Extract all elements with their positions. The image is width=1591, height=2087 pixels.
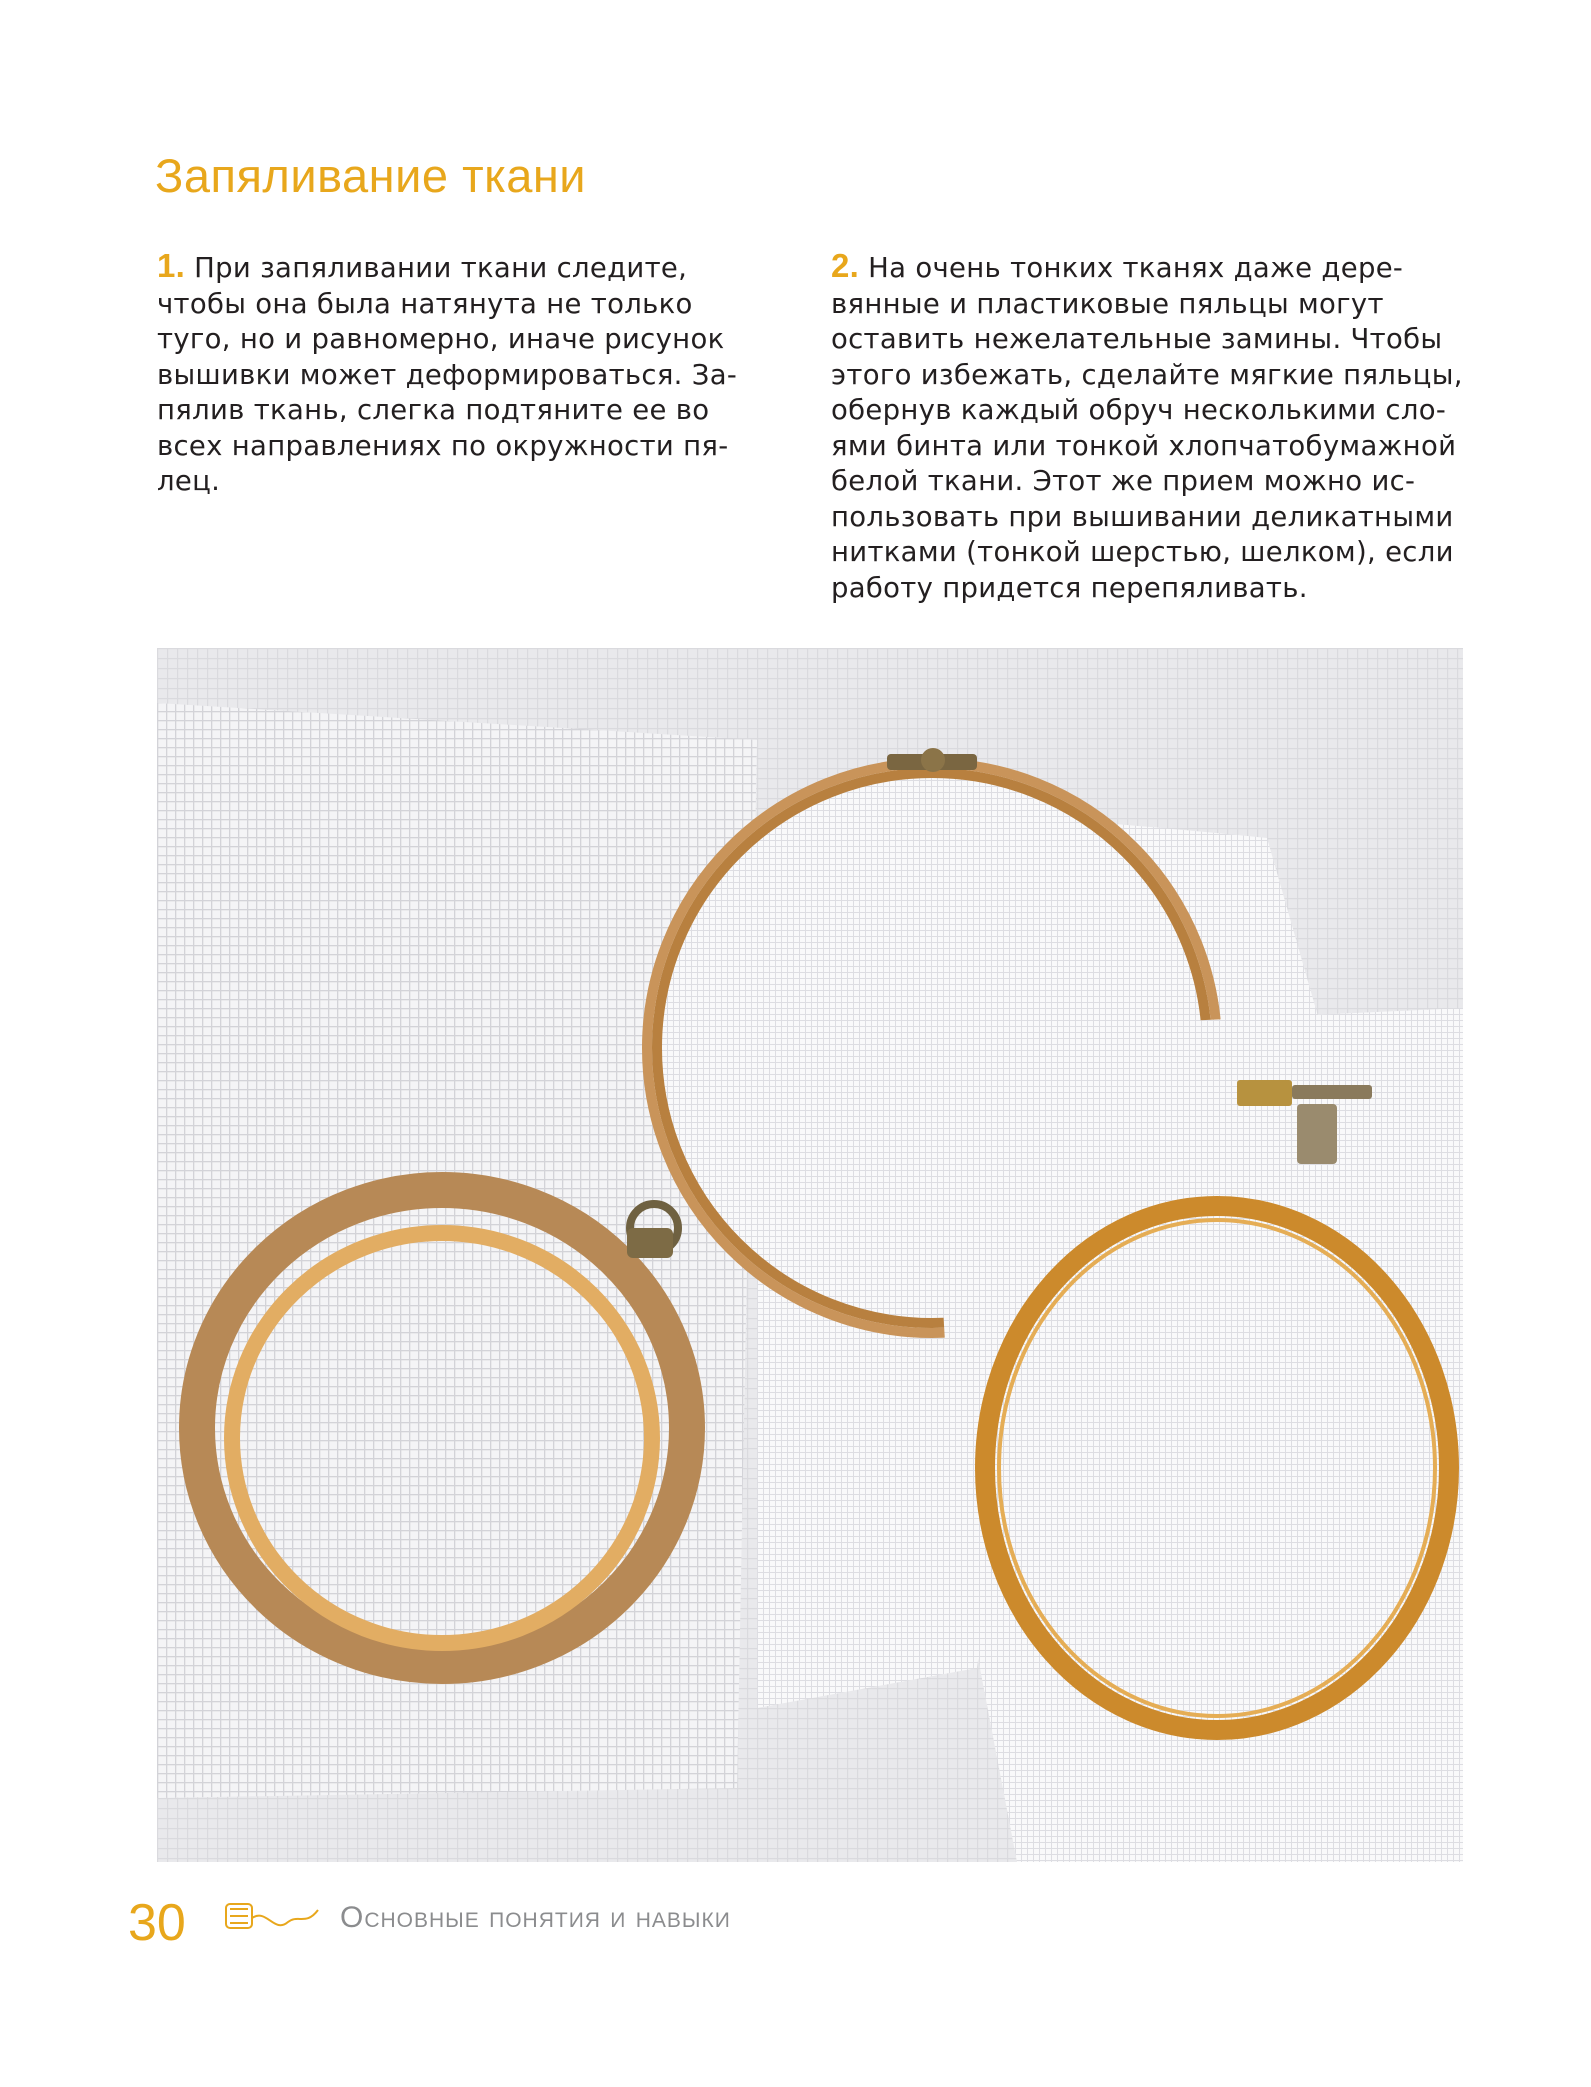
step-1-line: При запяливании ткани следите,: [194, 252, 688, 284]
page-number: 30: [128, 1894, 186, 1952]
step-2-line: оставить нежелательные замины. Чтобы: [831, 323, 1443, 355]
section-title: Основные понятия и навыки: [340, 1901, 731, 1934]
step-1-line: всех направлениях по окружности пя-: [157, 429, 729, 462]
thread-spool-icon: [222, 1896, 322, 1940]
step-2-number: 2.: [831, 247, 860, 284]
step-1-line: пялив ткань, слегка подтяните ее во: [157, 394, 710, 426]
step-2-line: этого избежать, сделайте мягкие пяльцы,: [831, 358, 1463, 391]
page-heading: Запяливание ткани: [155, 149, 587, 202]
step-1-paragraph: [157, 248, 797, 500]
step-1-line: туго, но и равномерно, иначе рисунок: [157, 323, 725, 355]
step-2-paragraph: [831, 248, 1471, 606]
step-1-line: вышивки может деформироваться. За-: [157, 358, 738, 391]
step-1-line: чтобы она была натянута не только: [157, 287, 693, 320]
step-2-line: На очень тонких тканях даже дере-: [868, 252, 1404, 284]
step-2-line: работу придется перепяливать.: [831, 571, 1308, 604]
step-2-line: вянные и пластиковые пяльцы могут: [831, 287, 1384, 320]
step-2-line: пользовать при вышивании деликатными: [831, 500, 1454, 533]
step-1-number: 1.: [157, 247, 186, 284]
step-1-line: лец.: [157, 465, 221, 497]
step-2-line: ями бинта или тонкой хлопчатобумажной: [831, 429, 1457, 462]
right-hoop: [985, 1206, 1449, 1730]
step-2-line: нитками (тонкой шерстью, шелком), если: [831, 536, 1454, 568]
step-2-line: обернув каждый обруч несколькими сло-: [831, 394, 1447, 426]
step-2-line: белой ткани. Этот же прием можно ис-: [831, 465, 1416, 497]
embroidery-hoops-photo: [157, 648, 1463, 1862]
